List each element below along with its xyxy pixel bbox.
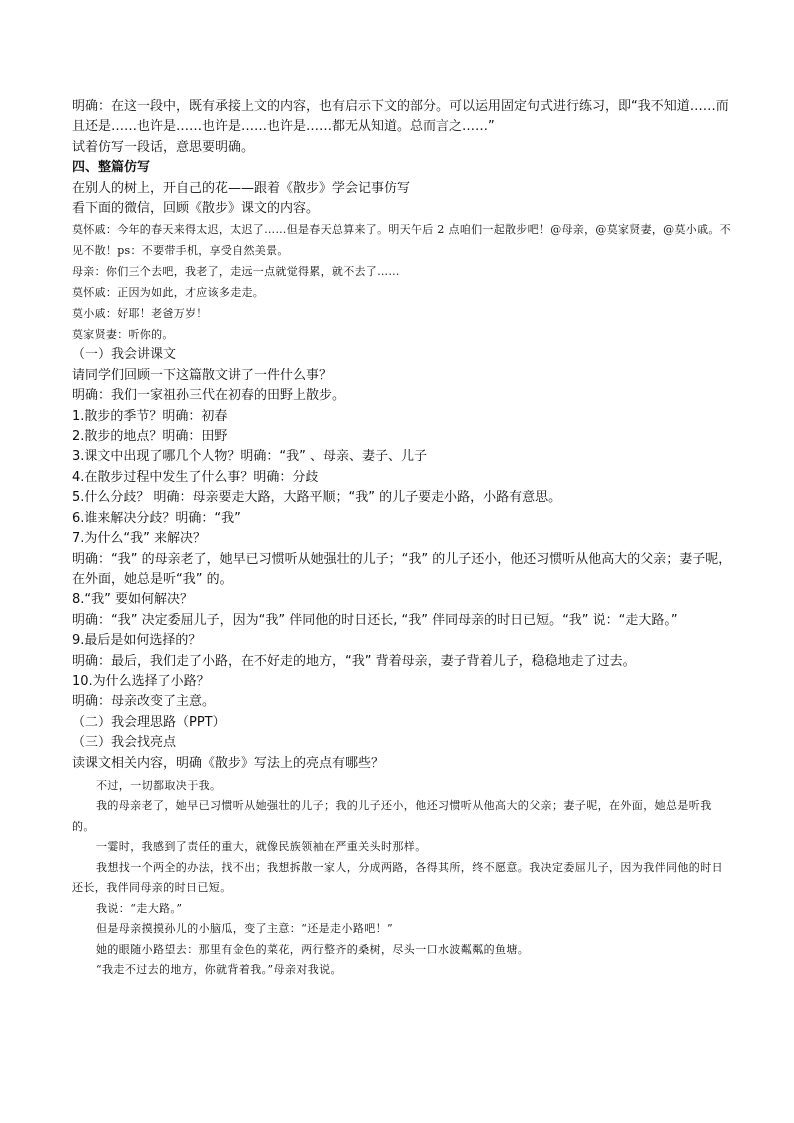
chat-message: 莫小戚：好耶！老爸万岁！: [72, 307, 208, 321]
subsection-heading: （三）我会找亮点: [72, 735, 177, 751]
list-item: 明确：母亲改变了主意。: [72, 694, 216, 710]
section-instruction: 看下面的微信，回顾《散步》课文的内容。: [72, 201, 320, 217]
text-excerpt: [72, 776, 732, 981]
list-item: 4.在散步过程中发生了什么事？明确：分歧: [72, 469, 319, 485]
list-item: 1.散步的季节？明确：初春: [72, 408, 228, 424]
document-page: [72, 97, 732, 981]
chat-message: 莫怀戚：今年的春天来得太迟，太迟了……但是春天总算来了。明天午后 2 点咱们一起散步吧！@母亲，@莫家贤妻，@莫小戚。不见不散！ps：不要带手机，享受自然美景。: [72, 223, 731, 258]
list-item: 7.为什么“我” 来解决？: [72, 531, 207, 547]
list-item: 明确：“我” 的母亲老了，她早已习惯听从她强壮的儿子；“我” 的儿子还小，他还习惯听从他高大的父亲；妻子呢，在外面，她总是听“我” 的。: [72, 551, 732, 587]
chat-message: 莫怀戚：正因为如此，才应该多走走。: [72, 286, 265, 300]
answer: 明确：我们一家祖孙三代在初春的田野上散步。: [72, 388, 346, 404]
chat-message: 母亲：你们三个去吧，我老了，走远一点就觉得累，就不去了……: [72, 265, 400, 279]
section-heading: 四、整篇仿写: [72, 160, 151, 176]
list-item: 5.什么分歧？ 明确：母亲要走大路，大路平顺；“我” 的儿子要走小路，小路有意思。: [72, 490, 562, 506]
list-item: 3.课文中出现了哪几个人物？明确：“我” 、母亲、妻子、儿子: [72, 449, 428, 465]
intro-instruction: 试着仿写一段话，意思要明确。: [72, 139, 255, 155]
list-item: 明确：最后，我们走了小路，在不好走的地方，“我” 背着母亲，妻子背着儿子，稳稳地走了过去。: [72, 653, 636, 669]
excerpt-paragraph: 我的母亲老了，她早已习惯听从她强壮的儿子；我的儿子还小，他还习惯听从他高大的父亲；妻子呢，在外面，她总是听我的。: [72, 799, 712, 833]
list-item: 9.最后是如何选择的？: [72, 633, 202, 649]
question: 请同学们回顾一下这篇散文讲了一件什么事？: [72, 367, 333, 383]
list-item: 10.为什么选择了小路？: [72, 673, 210, 689]
excerpt-paragraph: 我说：“走大路。”: [96, 901, 183, 915]
excerpt-paragraph: 但是母亲摸摸孙儿的小脑瓜，变了主意：“还是走小路吧！”: [96, 922, 394, 936]
excerpt-paragraph: 不过，一切都取决于我。: [96, 778, 222, 792]
excerpt-paragraph: 一霎时，我感到了责任的重大，就像民族领袖在严重关头时那样。: [96, 840, 427, 854]
list-item: 2.散步的地点？明确：田野: [72, 429, 228, 445]
excerpt-paragraph: “我走不过去的地方，你就背着我。”母亲对我说。: [96, 963, 342, 977]
question: 读课文相关内容，明确《散步》写法上的亮点有哪些？: [72, 755, 385, 771]
section-subtitle: 在别人的树上，开自己的花——跟着《散步》学会记事仿写: [72, 180, 411, 196]
chat-message: 莫家贤妻：听你的。: [72, 328, 174, 342]
list-item: 8.“我” 要如何解决？: [72, 592, 194, 608]
subsection-heading: （一）我会讲课文: [72, 347, 177, 363]
list-item: 6.谁来解决分歧？明确：“我”: [72, 510, 241, 526]
excerpt-paragraph: 她的眼随小路望去：那里有金色的菜花，两行整齐的桑树，尽头一口水波粼粼的鱼塘。: [96, 942, 530, 956]
list-item: 明确：“我” 决定委屈儿子，因为“我” 伴同他的时日还长, “我” 伴同母亲的时日已短。“我” 说：“走大路。”: [72, 612, 678, 628]
subsection-heading: （二）我会理思路（PPT）: [72, 714, 226, 730]
excerpt-paragraph: 我想找一个两全的办法，找不出；我想拆散一家人，分成两路，各得其所，终不愿意。我决定委屈儿子，因为我伴同他的时日还长，我伴同母亲的时日已短。: [72, 860, 723, 895]
wechat-conversation: [72, 219, 732, 345]
intro-paragraph: 明确：在这一段中，既有承接上文的内容，也有启示下文的部分。可以运用固定句式进行练习，即“我不知道……而且还是……也许是……也许是……也许是……都无从知道。总而言之……”: [72, 99, 729, 135]
